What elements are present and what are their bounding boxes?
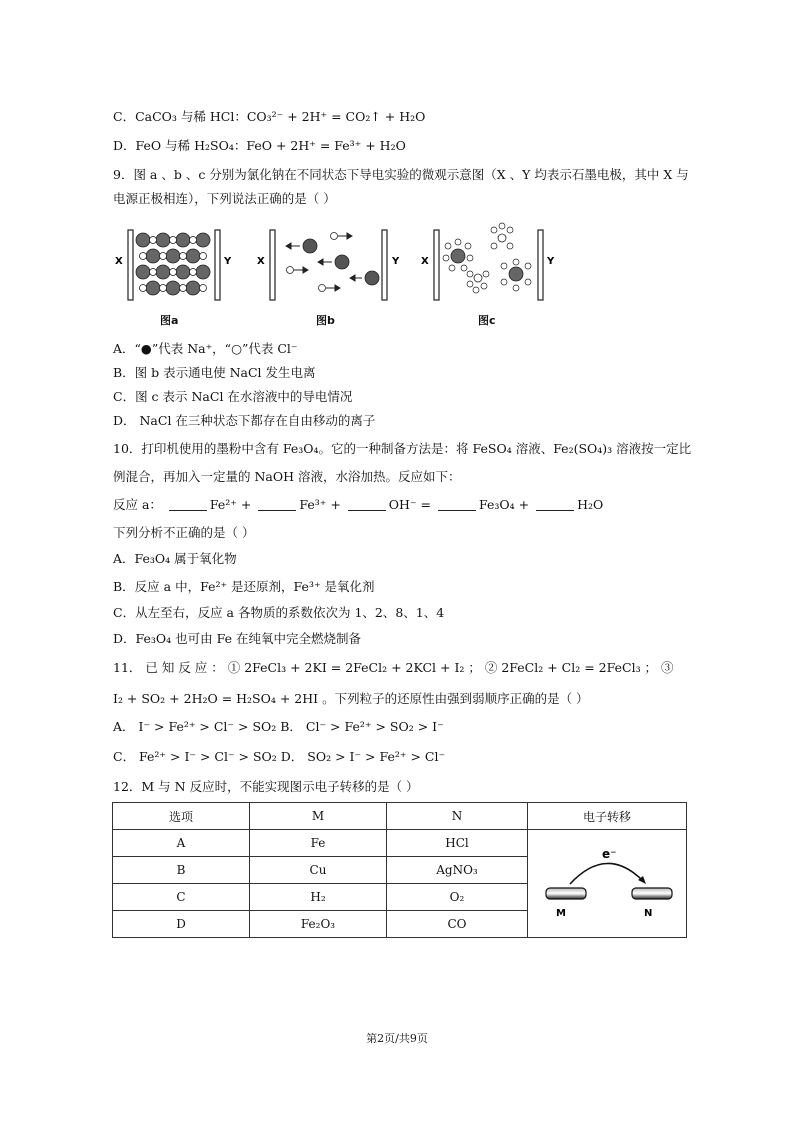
q11-options-cd: C． Fe²⁺ > I⁻ > Cl⁻ > SO₂ D． SO₂ > I⁻ > Fe²⁺ > Cl⁻ (113, 749, 446, 764)
coefficient-blank[interactable] (258, 498, 296, 511)
figure-c-label: 图c (478, 314, 496, 327)
q9-stem-line1: 9．图 a 、b 、c 分别为氯化钠在不同状态下导电实验的微观示意图（X 、Y 均表示石墨电极，其中 X 与 (113, 167, 689, 182)
table-cell: Fe (250, 830, 387, 857)
q10-stem-line1: 10．打印机使用的墨粉中含有 Fe₃O₄。它的一种制备方法是：将 FeSO₄ 溶液、Fe₂(SO₄)₃ 溶液按一定比 (113, 441, 692, 456)
q10-stem-line2: 例混合，再加入一定量的 NaOH 溶液，水浴加热。反应如下： (113, 469, 461, 484)
figure-a-electrode-y: Y (224, 256, 232, 267)
q10-option-d: D．Fe₃O₄ 也可由 Fe 在纯氧中完全燃烧制备 (113, 631, 361, 646)
q10-option-b: B．反应 a 中，Fe²⁺ 是还原剂，Fe³⁺ 是氧化剂 (113, 579, 375, 594)
table-header-row (113, 803, 687, 830)
table-cell: Fe₂O₃ (250, 911, 387, 938)
q10-option-c: C．从左至右，反应 a 各物质的系数依次为 1、2、8、1、4 (113, 605, 445, 620)
reaction-term: Fe²⁺ + (209, 497, 252, 512)
q11-options-ab: A． I⁻ > Fe²⁺ > Cl⁻ > SO₂ B． Cl⁻ > Fe²⁺ > SO₂ > I⁻ (113, 719, 444, 734)
table-cell: AgNO₃ (387, 857, 528, 884)
figure-c-electrode-x: X (421, 256, 429, 267)
label-n: N (644, 908, 653, 919)
q11-stem-line1: 11． 已 知 反 应 ： ① 2FeCl₃ + 2KI = 2FeCl₂ + 2KCl + I₂ ； ② 2FeCl₂ + Cl₂ = 2FeCl₃ ； ③ (113, 660, 674, 675)
q9-option-d: D． NaCl 在三种状态下都存在自由移动的离子 (113, 413, 376, 428)
figure-a (112, 222, 242, 302)
q11-stem-line2: I₂ + SO₂ + 2H₂O = H₂SO₄ + 2HI 。下列粒子的还原性由强到弱顺序正确的是（ ） (113, 691, 589, 706)
coefficient-blank[interactable] (536, 498, 574, 511)
rod-n (632, 888, 672, 899)
reaction-term: Fe₃O₄ + (478, 497, 530, 512)
figure-b-electrode-x: X (257, 256, 265, 267)
coefficient-blank[interactable] (438, 498, 476, 511)
figure-b-label: 图b (316, 314, 335, 327)
table-cell: B (113, 857, 250, 884)
figure-b-electrode-y: Y (392, 256, 400, 267)
transfer-arrow (570, 863, 644, 884)
figure-b (254, 222, 414, 302)
table-header: M (250, 803, 387, 830)
q10-ask: 下列分析不正确的是（ ） (113, 525, 255, 540)
reaction-term: OH⁻ = (388, 497, 431, 512)
electron-transfer-cell (528, 830, 687, 938)
q8-option-c: C．CaCO₃ 与稀 HCl：CO₃²⁻ + 2H⁺ = CO₂↑ + H₂O (113, 109, 426, 124)
table-header: 选项 (113, 803, 250, 830)
table-row (113, 830, 687, 857)
figure-a-electrode-x: X (115, 256, 123, 267)
coefficient-blank[interactable] (169, 498, 207, 511)
table-cell: CO (387, 911, 528, 938)
figure-c (418, 218, 558, 304)
figure-c-electrode-y: Y (547, 256, 555, 267)
page-footer: 第2页/共9页 (366, 1032, 428, 1045)
reaction-prefix: 反应 a： (113, 497, 162, 512)
table-header: 电子转移 (528, 803, 687, 830)
q9-option-c: C．图 c 表示 NaCl 在水溶液中的导电情况 (113, 389, 353, 404)
electron-label: e⁻ (602, 847, 617, 861)
table-cell: H₂ (250, 884, 387, 911)
rod-m (546, 888, 586, 899)
q12-stem: 12．M 与 N 反应时，不能实现图示电子转移的是（ ） (113, 779, 419, 794)
table-cell: D (113, 911, 250, 938)
coefficient-blank[interactable] (348, 498, 386, 511)
q8-option-d: D．FeO 与稀 H₂SO₄：FeO + 2H⁺ = Fe³⁺ + H₂O (113, 138, 406, 153)
reaction-term: H₂O (577, 497, 604, 512)
table-cell: Cu (250, 857, 387, 884)
table-cell: C (113, 884, 250, 911)
label-m: M (556, 908, 566, 919)
q10-option-a: A．Fe₃O₄ 属于氧化物 (113, 551, 237, 566)
electron-transfer-diagram (532, 832, 682, 932)
table-cell: O₂ (387, 884, 528, 911)
table-cell: HCl (387, 830, 528, 857)
table-cell: A (113, 830, 250, 857)
q9-option-b: B．图 b 表示通电使 NaCl 发生电离 (113, 365, 316, 380)
q10-reaction-a (113, 496, 603, 514)
q9-option-a: A．“●”代表 Na⁺，“○”代表 Cl⁻ (113, 341, 298, 356)
reaction-term: Fe³⁺ + (299, 497, 341, 512)
q12-table (112, 802, 687, 938)
figure-a-label: 图a (160, 314, 179, 327)
q9-stem-line2: 电源正极相连），下列说法正确的是（ ） (113, 191, 336, 206)
table-header: N (387, 803, 528, 830)
